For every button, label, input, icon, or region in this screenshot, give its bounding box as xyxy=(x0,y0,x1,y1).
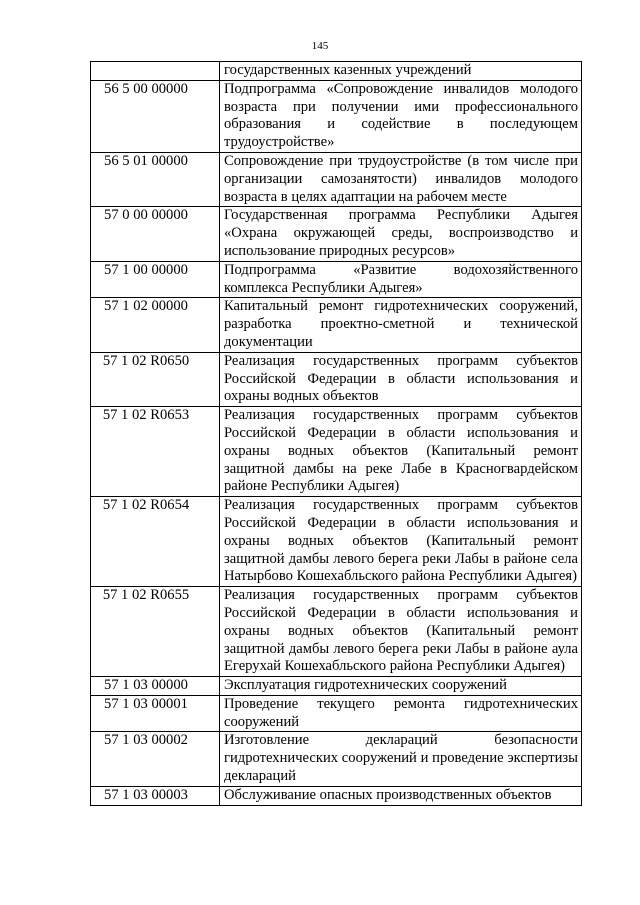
row-name: Проведение текущего ремонта гидротехнических сооружений xyxy=(220,695,582,732)
row-name: Изготовление деклараций безопасности гидротехнических сооружений и проведение экспертизы деклараций xyxy=(220,732,582,786)
row-code: 57 1 02 00000 xyxy=(91,298,220,352)
table-row xyxy=(91,261,582,298)
table-row xyxy=(91,497,582,587)
row-name: Реализация государственных программ субъектов Российской Федерации в области использования и охраны водных объектов (Капитальный ремонт защитной дамбы левого берега реки Лабы в районе аула Егерухай Кошехабльского района Республики Адыгея) xyxy=(220,587,582,677)
row-name: Реализация государственных программ субъектов Российской Федерации в области использования и охраны водных объектов (Капитальный ремонт защитной дамбы левого берега реки Лабы в районе села Натырбово Кошехабльского района Республики Адыгея) xyxy=(220,497,582,587)
row-code: 56 5 01 00000 xyxy=(91,152,220,206)
row-name: Реализация государственных программ субъектов Российской Федерации в области использования и охраны водных объектов (Капитальный ремонт защитной дамбы на реке Лабе в Красногвардейском районе Республики Адыгея) xyxy=(220,407,582,497)
row-name: Государственная программа Республики Адыгея «Охрана окружающей среды, воспроизводство и использование природных ресурсов» xyxy=(220,207,582,261)
table-row xyxy=(91,152,582,206)
row-name: Сопровождение при трудоустройстве (в том числе при организации самозанятости) инвалидов молодого возраста в целях адаптации на рабочем месте xyxy=(220,152,582,206)
table-row xyxy=(91,677,582,696)
row-name: Капитальный ремонт гидротехнических сооружений, разработка проектно-сметной и технической документации xyxy=(220,298,582,352)
row-code: 57 1 00 00000 xyxy=(91,261,220,298)
row-code: 57 1 02 R0654 xyxy=(91,497,220,587)
row-code: 57 1 03 00000 xyxy=(91,677,220,696)
row-code: 57 1 02 R0650 xyxy=(91,352,220,406)
row-code: 57 0 00 00000 xyxy=(91,207,220,261)
table-row xyxy=(91,732,582,786)
row-code: 57 1 03 00003 xyxy=(91,786,220,805)
table-row xyxy=(91,695,582,732)
row-name: Эксплуатация гидротехнических сооружений xyxy=(220,677,582,696)
row-code: 56 5 00 00000 xyxy=(91,80,220,152)
row-name: государственных казенных учреждений xyxy=(220,62,582,81)
table-row xyxy=(91,298,582,352)
table-row xyxy=(91,62,582,81)
table-row xyxy=(91,786,582,805)
table-row xyxy=(91,80,582,152)
row-code: 57 1 02 R0653 xyxy=(91,407,220,497)
row-code: 57 1 02 R0655 xyxy=(91,587,220,677)
row-name: Обслуживание опасных производственных объектов xyxy=(220,786,582,805)
row-code: 57 1 03 00001 xyxy=(91,695,220,732)
table-row xyxy=(91,587,582,677)
row-name: Реализация государственных программ субъектов Российской Федерации в области использования и охраны водных объектов xyxy=(220,352,582,406)
row-name: Подпрограмма «Сопровождение инвалидов молодого возраста при получении ими профессионального образования и содействие в последующем трудоустройстве» xyxy=(220,80,582,152)
page-number: 145 xyxy=(311,40,329,52)
budget-code-table xyxy=(90,61,582,806)
row-code: 57 1 03 00002 xyxy=(91,732,220,786)
table-row xyxy=(91,407,582,497)
table-row xyxy=(91,207,582,261)
table-row xyxy=(91,352,582,406)
row-code xyxy=(91,62,220,81)
row-name: Подпрограмма «Развитие водохозяйственного комплекса Республики Адыгея» xyxy=(220,261,582,298)
